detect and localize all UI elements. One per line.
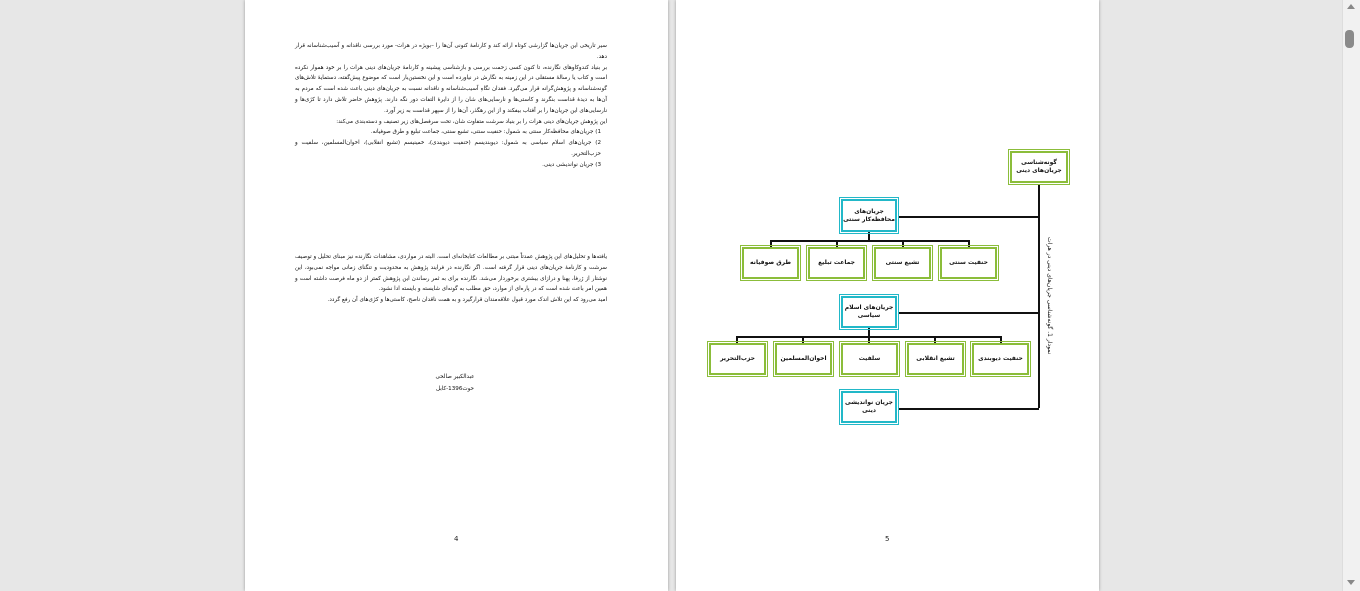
group-node-reformist: جریان نواندیشی دینی [841, 391, 897, 423]
connector-line [898, 408, 1039, 410]
connector-line [868, 232, 870, 240]
leaf-node: اخوان‌المسلمین [775, 343, 832, 375]
paragraph: یافته‌ها و تحلیل‌های این پژوهش عمدتاً مبتنی بر مطالعات کتابخانه‌ای است. البته در مواردی، مشاهدات نگارنده نیز مبنای تحلیل و توصیف سرشت و کارنامهٔ جریان‌های دینی قرار گرفته است. اگر نگارنده در فرایند پژوهش به محدودیت و تنگنای زمانی مواجه نمی‌بود، این نوشتار از ژرفا، پهنا و درازای بیشتری برخوردار می‌شد. نگارنده برای به ثمر رساندن این پژوهش کمتر از دو ماه فرصت داشته است و همین امر باعث شده است که در پاره‌ای از موارد، حق مطلب به گونه‌ای شایسته و بایسته ادا نشود. [295, 254, 607, 293]
list-item: 3) جریان نواندیشی دینی. [542, 161, 601, 168]
leaf-node: حنفیت سنتی [940, 247, 997, 279]
signature [395, 371, 515, 395]
group-node-traditional: جریان‌های محافظه‌کار سنتی [841, 199, 897, 232]
scroll-down-arrow-icon[interactable] [1347, 580, 1355, 585]
group-node-political: جریان‌های اسلام سیاسی [841, 296, 897, 328]
leaf-node: سلفیت [841, 343, 898, 375]
connector-line [898, 216, 1039, 218]
scroll-up-arrow-icon[interactable] [1347, 4, 1355, 9]
paragraph: امید می‌رود که این تلاش اندک مورد قبول علاقه‌مندان قرارگیرد و به همت ناقدان ناصح، کاستی‌ها و کژی‌های آن رفع گردد. [327, 297, 607, 304]
root-node: گونه‌شناسی جریان‌های دینی [1010, 151, 1068, 183]
leaf-node: حنفیت دیوبندی [972, 343, 1029, 375]
leaf-node: حزب‌التحریر [709, 343, 766, 375]
page-4 [245, 0, 668, 591]
vertical-scrollbar[interactable] [1342, 0, 1360, 591]
page-number: 5 [885, 535, 890, 543]
leaf-node: تشیع انقلابی [907, 343, 964, 375]
signature-date: حوت1396-کابل [435, 386, 475, 392]
author-name: عبدالکبیر صالحی [435, 374, 475, 380]
leaf-node: جماعت تبلیغ [808, 247, 865, 279]
diagram-caption: نمودار 1. گونه‌شناسی جریان‌های دینی در هرات [1046, 236, 1053, 354]
paragraph: این پژوهش جریان‌های دینی هرات را بر بنیاد سرشت متفاوت شان، تحت سرفصل‌های زیر تصنیف و دسته‌بندی می‌کند: [336, 118, 607, 125]
paragraph: بر بنیاد کندوکاوهای نگارنده، تا کنون کسی زحمت بررسی و بازشناسی پیشینه و کارنامهٔ جریان‌های دینی هرات را بر خود هموار نکرده است و کتاب یا رسالهٔ مستقلی در این زمینه به نگارش در نیاورده است و این نخستین‌بار است که موضوع پیش‌گفته، دستمایهٔ تلاش‌های گونه‌شناسانه و پژوهش‌گرانه قرار می‌گیرد. فقدان نگاهِ آسیب‌شناسانه و ناقدانه نسبت به جریان‌های دینی باعث شده است که مردم به آن‌ها به دیدهٔ قداست بنگرند و کاستی‌ها و نارسایی‌های شان را از دایرهٔ التفات دور نگه دارند. پژوهش حاضر تلاش دارد تا کژی‌ها و نارسایی‌های این جریان‌ها را بر آفتاب بیفکند و از این رهگذر، آن‌ها را از سپهر قداست به زیر آورد. [295, 64, 607, 114]
page-4-body [295, 41, 607, 171]
leaf-node: تشیع سنتی [874, 247, 931, 279]
trunk-line [1038, 184, 1040, 408]
connector-line [770, 240, 968, 242]
scrollbar-thumb[interactable] [1345, 30, 1354, 48]
leaf-node: طرق صوفیانه [742, 247, 799, 279]
list-item: 2) جریان‌های اسلام سیاسی به شمول: دیوبندیسم (حنفیت دیوبندی)، خمینیسم (تشیع انقلابی)، اخوان‌المسلمین، سلفیت و حزب‌التحریر. [295, 140, 601, 157]
connector-line [868, 328, 870, 336]
page-4-body-2 [295, 252, 607, 306]
list-item: 1) جریان‌های محافظه‌کار سنتی به شمول: حنفیت سنتی، تشیع سنتی، جماعت تبلیغ و طرق صوفیانه. [370, 129, 601, 136]
paragraph: سیر تاریخی این جریان‌ها گزارشی کوتاه ارائه کند و کارنامهٔ کنونی آن‌ها را –بویژه در هرات- مورد بررسی ناقدانه و آسیب‌شناسانه قرار دهد. [295, 43, 607, 60]
connector-line [898, 312, 1039, 314]
page-number: 4 [454, 535, 459, 543]
